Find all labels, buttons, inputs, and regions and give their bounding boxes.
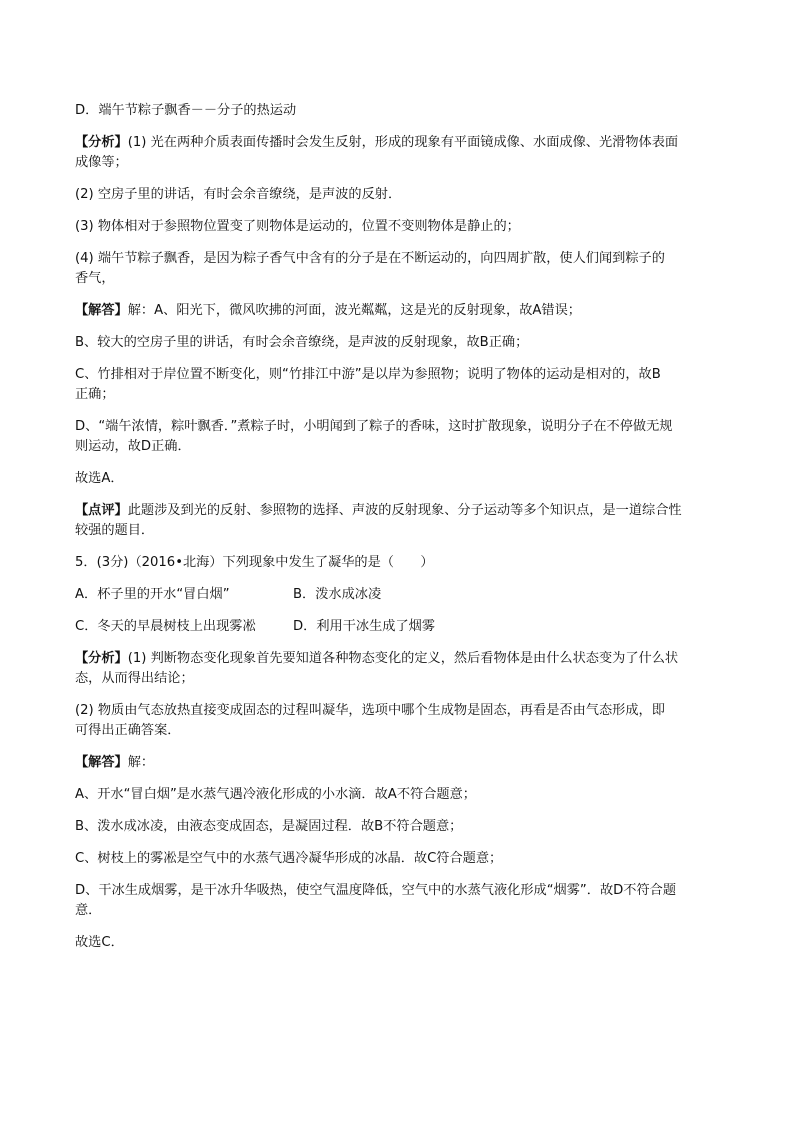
analysis-tag: 【分析】 — [75, 651, 128, 666]
q4-analysis-1b: 成像等； — [75, 155, 128, 170]
q5-answer-c: C、树枝上的雾凇是空气中的水蒸气遇冷凝华形成的冰晶．故C符合题意； — [75, 851, 503, 866]
q5-choose: 故选C． — [75, 935, 124, 950]
q4-answer-c-a: C、竹排相对于岸位置不断变化，则“竹排江中游”是以岸为参照物；说明了物体的运动是相对的，故B — [75, 367, 661, 382]
q5-answer-a: A、开水“冒白烟”是水蒸气遇冷液化形成的小水滴．故A不符合题意； — [75, 787, 476, 802]
q4-analysis-4b: 香气， — [75, 271, 115, 286]
q5-analysis-1a: (1) 判断物态变化现象首先要知道各种物态变化的定义，然后看物体是由什么状态变为了什么状 — [127, 651, 679, 666]
q5-analysis-line — [75, 649, 734, 669]
q4-option-d: D．端午节粽子飘香－－分子的热运动 — [75, 103, 297, 118]
q4-answer-c-b: 正确； — [75, 387, 115, 402]
q4-answer-line — [75, 301, 734, 321]
q5-analysis-1b: 态，从而得出结论； — [75, 671, 194, 686]
q4-answer-d-b: 则运动，故D正确． — [75, 439, 191, 454]
comment-tag: 【点评】 — [75, 503, 128, 518]
answer-tag: 【解答】 — [75, 755, 128, 770]
q4-analysis-4a: (4) 端午节粽子飘香，是因为粽子香气中含有的分子是在不断运动的，向四周扩散，使人们闻到粽子的 — [75, 251, 665, 266]
q5-answer-line — [75, 753, 734, 773]
q5-option-d: D．利用干冰生成了烟雾 — [293, 619, 436, 634]
q4-comment-line — [75, 501, 734, 521]
q5-option-c: C．冬天的早晨树枝上出现雾凇 — [75, 619, 256, 634]
q5-analysis-2a: (2) 物质由气态放热直接变成固态的过程叫凝华，选项中哪个生成物是固态，再看是否由气态形成，即 — [75, 703, 665, 718]
q4-answer-d-a: D、“端午浓情，粽叶飘香．”煮粽子时，小明闻到了粽子的香味，这时扩散现象，说明分子在不停做无规 — [75, 419, 673, 434]
q5-analysis-2b: 可得出正确答案． — [75, 723, 181, 738]
q5-answer-d-a: D、干冰生成烟雾，是干冰升华吸热，使空气温度降低，空气中的水蒸气液化形成“烟雾”．故D不符合题 — [75, 883, 677, 898]
q4-analysis-3: (3) 物体相对于参照物位置变了则物体是运动的，位置不变则物体是静止的； — [75, 219, 520, 234]
q4-comment-b: 较强的题目． — [75, 523, 155, 538]
q5-option-b: B．泼水成冰凌 — [293, 587, 382, 602]
q5-answer-d-b: 意． — [75, 903, 102, 918]
q4-answer-b: B、较大的空房子里的讲话，有时会余音缭绕，是声波的反射现象，故B正确； — [75, 335, 529, 350]
q5-options-row-2 — [75, 617, 734, 637]
answer-tag: 【解答】 — [75, 303, 128, 318]
q4-choose: 故选A． — [75, 471, 124, 486]
q4-answer-a: 解：A、阳光下，微风吹拂的河面，波光粼粼，这是光的反射现象，故A错误； — [127, 303, 581, 318]
q4-analysis-1a: (1) 光在两种介质表面传播时会发生反射，形成的现象有平面镜成像、水面成像、光滑物体表面 — [127, 135, 679, 150]
q5-stem: 5．(3分)（2016•北海）下列现象中发生了凝华的是（ ） — [75, 555, 434, 570]
q5-option-a: A．杯子里的开水“冒白烟” — [75, 587, 230, 602]
analysis-tag: 【分析】 — [75, 135, 128, 150]
q4-comment-a: 此题涉及到光的反射、参照物的选择、声波的反射现象、分子运动等多个知识点，是一道综合性 — [127, 503, 682, 518]
q5-answer-head: 解： — [127, 755, 155, 770]
q4-analysis-2: (2) 空房子里的讲话，有时会余音缭绕，是声波的反射． — [75, 187, 402, 202]
q5-options-row-1 — [75, 585, 734, 605]
q4-analysis-line — [75, 133, 734, 153]
q5-answer-b: B、泼水成冰凌，由液态变成固态，是凝固过程．故B不符合题意； — [75, 819, 463, 834]
